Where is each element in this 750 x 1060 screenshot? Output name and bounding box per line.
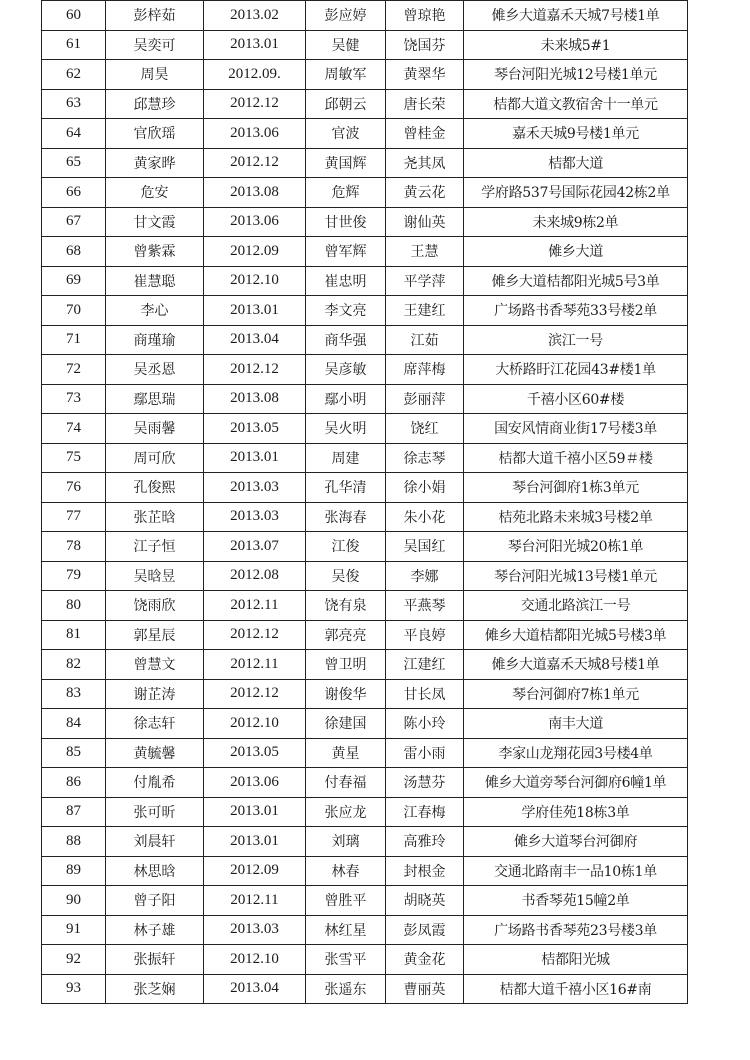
- mother-name: 朱小花: [386, 502, 464, 532]
- father-name: 林春: [306, 856, 386, 886]
- child-name: 周昊: [106, 60, 204, 90]
- birth-date: 2013.06: [204, 768, 306, 798]
- child-name: 黄毓馨: [106, 738, 204, 768]
- mother-name: 甘长凤: [386, 679, 464, 709]
- table-row: [42, 414, 688, 444]
- child-name: 饶雨欣: [106, 591, 204, 621]
- home-address: 琴台河阳光城12号楼1单元: [464, 60, 688, 90]
- table-row: [42, 650, 688, 680]
- table-row: [42, 355, 688, 385]
- mother-name: 曾琼艳: [386, 1, 464, 31]
- father-name: 周敏军: [306, 60, 386, 90]
- row-number: 85: [42, 738, 106, 768]
- row-number: 73: [42, 384, 106, 414]
- father-name: 张应龙: [306, 797, 386, 827]
- home-address: 傩乡大道桔都阳光城5号3单: [464, 266, 688, 296]
- table-row: [42, 119, 688, 149]
- row-number: 79: [42, 561, 106, 591]
- father-name: 孔华清: [306, 473, 386, 503]
- mother-name: 曾桂金: [386, 119, 464, 149]
- child-name: 张芷晗: [106, 502, 204, 532]
- table-row: [42, 443, 688, 473]
- mother-name: 江建红: [386, 650, 464, 680]
- father-name: 鄢小明: [306, 384, 386, 414]
- mother-name: 平学萍: [386, 266, 464, 296]
- table-row: [42, 561, 688, 591]
- birth-date: 2013.03: [204, 915, 306, 945]
- child-name: 吴丞恩: [106, 355, 204, 385]
- child-name: 周可欣: [106, 443, 204, 473]
- row-number: 80: [42, 591, 106, 621]
- home-address: 交通北路南丰一品10栋1单: [464, 856, 688, 886]
- table-row: [42, 1, 688, 31]
- father-name: 张海春: [306, 502, 386, 532]
- father-name: 李文亮: [306, 296, 386, 326]
- table-row: [42, 325, 688, 355]
- birth-date: 2013.06: [204, 207, 306, 237]
- row-number: 91: [42, 915, 106, 945]
- child-name: 林子雄: [106, 915, 204, 945]
- row-number: 84: [42, 709, 106, 739]
- table-row: [42, 679, 688, 709]
- table-row: [42, 620, 688, 650]
- father-name: 黄星: [306, 738, 386, 768]
- mother-name: 彭凤霞: [386, 915, 464, 945]
- home-address: 傩乡大道桔都阳光城5号楼3单: [464, 620, 688, 650]
- father-name: 曾军辉: [306, 237, 386, 267]
- mother-name: 封根金: [386, 856, 464, 886]
- mother-name: 平燕琴: [386, 591, 464, 621]
- child-name: 张振轩: [106, 945, 204, 975]
- row-number: 70: [42, 296, 106, 326]
- father-name: 甘世俊: [306, 207, 386, 237]
- birth-date: 2013.01: [204, 443, 306, 473]
- mother-name: 江春梅: [386, 797, 464, 827]
- home-address: 嘉禾天城9号楼1单元: [464, 119, 688, 149]
- home-address: 傩乡大道旁琴台河御府6幢1单: [464, 768, 688, 798]
- home-address: 国安风情商业街17号楼3单: [464, 414, 688, 444]
- birth-date: 2012.10: [204, 709, 306, 739]
- table-body: [42, 1, 688, 1004]
- table-row: [42, 532, 688, 562]
- mother-name: 尧其凤: [386, 148, 464, 178]
- row-number: 76: [42, 473, 106, 503]
- row-number: 62: [42, 60, 106, 90]
- table-row: [42, 827, 688, 857]
- table-row: [42, 207, 688, 237]
- birth-date: 2012.09.: [204, 60, 306, 90]
- table-row: [42, 473, 688, 503]
- home-address: 滨江一号: [464, 325, 688, 355]
- table-row: [42, 237, 688, 267]
- mother-name: 曹丽英: [386, 974, 464, 1004]
- birth-date: 2012.11: [204, 591, 306, 621]
- row-number: 61: [42, 30, 106, 60]
- father-name: 周建: [306, 443, 386, 473]
- home-address: 未来城5#1: [464, 30, 688, 60]
- mother-name: 徐志琴: [386, 443, 464, 473]
- table-row: [42, 709, 688, 739]
- child-name: 吴奕可: [106, 30, 204, 60]
- row-number: 86: [42, 768, 106, 798]
- birth-date: 2013.01: [204, 30, 306, 60]
- home-address: 千禧小区60#楼: [464, 384, 688, 414]
- row-number: 75: [42, 443, 106, 473]
- birth-date: 2012.11: [204, 650, 306, 680]
- birth-date: 2013.03: [204, 473, 306, 503]
- mother-name: 李娜: [386, 561, 464, 591]
- father-name: 邱朝云: [306, 89, 386, 119]
- child-name: 曾紫霖: [106, 237, 204, 267]
- father-name: 林红星: [306, 915, 386, 945]
- father-name: 郭亮亮: [306, 620, 386, 650]
- birth-date: 2013.08: [204, 178, 306, 208]
- child-name: 谢芷涛: [106, 679, 204, 709]
- father-name: 饶有泉: [306, 591, 386, 621]
- father-name: 吴健: [306, 30, 386, 60]
- home-address: 南丰大道: [464, 709, 688, 739]
- birth-date: 2012.09: [204, 856, 306, 886]
- home-address: 桔都大道千禧小区59＃楼: [464, 443, 688, 473]
- mother-name: 黄云花: [386, 178, 464, 208]
- home-address: 桔都大道文教宿舍十一单元: [464, 89, 688, 119]
- student-table: [41, 0, 688, 1004]
- child-name: 刘晨轩: [106, 827, 204, 857]
- child-name: 崔慧聪: [106, 266, 204, 296]
- mother-name: 徐小娟: [386, 473, 464, 503]
- child-name: 曾慧文: [106, 650, 204, 680]
- mother-name: 唐长荣: [386, 89, 464, 119]
- father-name: 付春福: [306, 768, 386, 798]
- home-address: 广场路书香琴苑33号楼2单: [464, 296, 688, 326]
- home-address: 学府路537号国际花园42栋2单: [464, 178, 688, 208]
- mother-name: 黄翠华: [386, 60, 464, 90]
- mother-name: 江茹: [386, 325, 464, 355]
- father-name: 危辉: [306, 178, 386, 208]
- mother-name: 席萍梅: [386, 355, 464, 385]
- child-name: 黄家晔: [106, 148, 204, 178]
- table-row: [42, 915, 688, 945]
- row-number: 81: [42, 620, 106, 650]
- table-row: [42, 266, 688, 296]
- child-name: 吴雨馨: [106, 414, 204, 444]
- row-number: 90: [42, 886, 106, 916]
- row-number: 88: [42, 827, 106, 857]
- table-row: [42, 974, 688, 1004]
- birth-date: 2013.05: [204, 414, 306, 444]
- row-number: 72: [42, 355, 106, 385]
- birth-date: 2013.05: [204, 738, 306, 768]
- birth-date: 2013.03: [204, 502, 306, 532]
- child-name: 商瑾瑜: [106, 325, 204, 355]
- birth-date: 2012.12: [204, 679, 306, 709]
- child-name: 鄢思瑞: [106, 384, 204, 414]
- row-number: 82: [42, 650, 106, 680]
- child-name: 官欣瑶: [106, 119, 204, 149]
- home-address: 琴台河阳光城13号楼1单元: [464, 561, 688, 591]
- home-address: 未来城9栋2单: [464, 207, 688, 237]
- birth-date: 2013.04: [204, 325, 306, 355]
- child-name: 林思晗: [106, 856, 204, 886]
- father-name: 谢俊华: [306, 679, 386, 709]
- home-address: 交通北路滨江一号: [464, 591, 688, 621]
- row-number: 77: [42, 502, 106, 532]
- child-name: 付胤希: [106, 768, 204, 798]
- registry-sheet: [41, 0, 687, 1004]
- table-row: [42, 60, 688, 90]
- child-name: 张芝娴: [106, 974, 204, 1004]
- home-address: 广场路书香琴苑23号楼3单: [464, 915, 688, 945]
- mother-name: 陈小玲: [386, 709, 464, 739]
- child-name: 危安: [106, 178, 204, 208]
- birth-date: 2012.10: [204, 945, 306, 975]
- table-row: [42, 886, 688, 916]
- father-name: 吴俊: [306, 561, 386, 591]
- row-number: 69: [42, 266, 106, 296]
- birth-date: 2013.04: [204, 974, 306, 1004]
- home-address: 傩乡大道嘉禾天城7号楼1单: [464, 1, 688, 31]
- birth-date: 2013.01: [204, 797, 306, 827]
- birth-date: 2012.12: [204, 620, 306, 650]
- row-number: 67: [42, 207, 106, 237]
- mother-name: 谢仙英: [386, 207, 464, 237]
- row-number: 89: [42, 856, 106, 886]
- father-name: 张雪平: [306, 945, 386, 975]
- father-name: 吴火明: [306, 414, 386, 444]
- table-row: [42, 945, 688, 975]
- father-name: 黄国辉: [306, 148, 386, 178]
- mother-name: 彭丽萍: [386, 384, 464, 414]
- row-number: 74: [42, 414, 106, 444]
- child-name: 邱慧珍: [106, 89, 204, 119]
- table-row: [42, 856, 688, 886]
- mother-name: 饶红: [386, 414, 464, 444]
- child-name: 郭星辰: [106, 620, 204, 650]
- row-number: 83: [42, 679, 106, 709]
- row-number: 68: [42, 237, 106, 267]
- home-address: 琴台河御府7栋1单元: [464, 679, 688, 709]
- home-address: 傩乡大道嘉禾天城8号楼1单: [464, 650, 688, 680]
- father-name: 彭应婷: [306, 1, 386, 31]
- birth-date: 2012.08: [204, 561, 306, 591]
- home-address: 傩乡大道琴台河御府: [464, 827, 688, 857]
- child-name: 张可昕: [106, 797, 204, 827]
- table-row: [42, 384, 688, 414]
- row-number: 87: [42, 797, 106, 827]
- row-number: 78: [42, 532, 106, 562]
- mother-name: 平良婷: [386, 620, 464, 650]
- birth-date: 2012.12: [204, 148, 306, 178]
- father-name: 商华强: [306, 325, 386, 355]
- child-name: 孔俊熙: [106, 473, 204, 503]
- home-address: 李家山龙翔花园3号楼4单: [464, 738, 688, 768]
- home-address: 桔都大道: [464, 148, 688, 178]
- table-row: [42, 178, 688, 208]
- home-address: 桔都阳光城: [464, 945, 688, 975]
- birth-date: 2012.09: [204, 237, 306, 267]
- table-row: [42, 738, 688, 768]
- table-row: [42, 797, 688, 827]
- table-row: [42, 296, 688, 326]
- mother-name: 黄金花: [386, 945, 464, 975]
- birth-date: 2012.10: [204, 266, 306, 296]
- birth-date: 2013.07: [204, 532, 306, 562]
- child-name: 曾子阳: [106, 886, 204, 916]
- birth-date: 2013.01: [204, 296, 306, 326]
- mother-name: 王建红: [386, 296, 464, 326]
- home-address: 傩乡大道: [464, 237, 688, 267]
- mother-name: 高雅玲: [386, 827, 464, 857]
- mother-name: 雷小雨: [386, 738, 464, 768]
- table-row: [42, 502, 688, 532]
- father-name: 官波: [306, 119, 386, 149]
- row-number: 60: [42, 1, 106, 31]
- father-name: 徐建国: [306, 709, 386, 739]
- table-row: [42, 148, 688, 178]
- father-name: 刘璃: [306, 827, 386, 857]
- father-name: 曾卫明: [306, 650, 386, 680]
- birth-date: 2012.12: [204, 355, 306, 385]
- row-number: 93: [42, 974, 106, 1004]
- father-name: 江俊: [306, 532, 386, 562]
- child-name: 甘文霞: [106, 207, 204, 237]
- home-address: 桔苑北路未来城3号楼2单: [464, 502, 688, 532]
- mother-name: 饶国芬: [386, 30, 464, 60]
- father-name: 曾胜平: [306, 886, 386, 916]
- father-name: 张遥东: [306, 974, 386, 1004]
- birth-date: 2013.01: [204, 827, 306, 857]
- table-row: [42, 30, 688, 60]
- birth-date: 2013.06: [204, 119, 306, 149]
- row-number: 65: [42, 148, 106, 178]
- row-number: 63: [42, 89, 106, 119]
- child-name: 彭梓茹: [106, 1, 204, 31]
- home-address: 琴台河御府1栋3单元: [464, 473, 688, 503]
- child-name: 吴晗昱: [106, 561, 204, 591]
- table-row: [42, 591, 688, 621]
- home-address: 大桥路盱江花园43#楼1单: [464, 355, 688, 385]
- home-address: 琴台河阳光城20栋1单: [464, 532, 688, 562]
- mother-name: 吴国红: [386, 532, 464, 562]
- home-address: 书香琴苑15幢2单: [464, 886, 688, 916]
- father-name: 吴彦敏: [306, 355, 386, 385]
- table-row: [42, 768, 688, 798]
- child-name: 徐志轩: [106, 709, 204, 739]
- birth-date: 2013.08: [204, 384, 306, 414]
- birth-date: 2013.02: [204, 1, 306, 31]
- mother-name: 王慧: [386, 237, 464, 267]
- birth-date: 2012.12: [204, 89, 306, 119]
- row-number: 92: [42, 945, 106, 975]
- father-name: 崔忠明: [306, 266, 386, 296]
- mother-name: 胡晓英: [386, 886, 464, 916]
- home-address: 桔都大道千禧小区16#南: [464, 974, 688, 1004]
- child-name: 李心: [106, 296, 204, 326]
- mother-name: 汤慧芬: [386, 768, 464, 798]
- row-number: 66: [42, 178, 106, 208]
- row-number: 71: [42, 325, 106, 355]
- row-number: 64: [42, 119, 106, 149]
- child-name: 江子恒: [106, 532, 204, 562]
- home-address: 学府佳苑18栋3单: [464, 797, 688, 827]
- table-row: [42, 89, 688, 119]
- birth-date: 2012.11: [204, 886, 306, 916]
